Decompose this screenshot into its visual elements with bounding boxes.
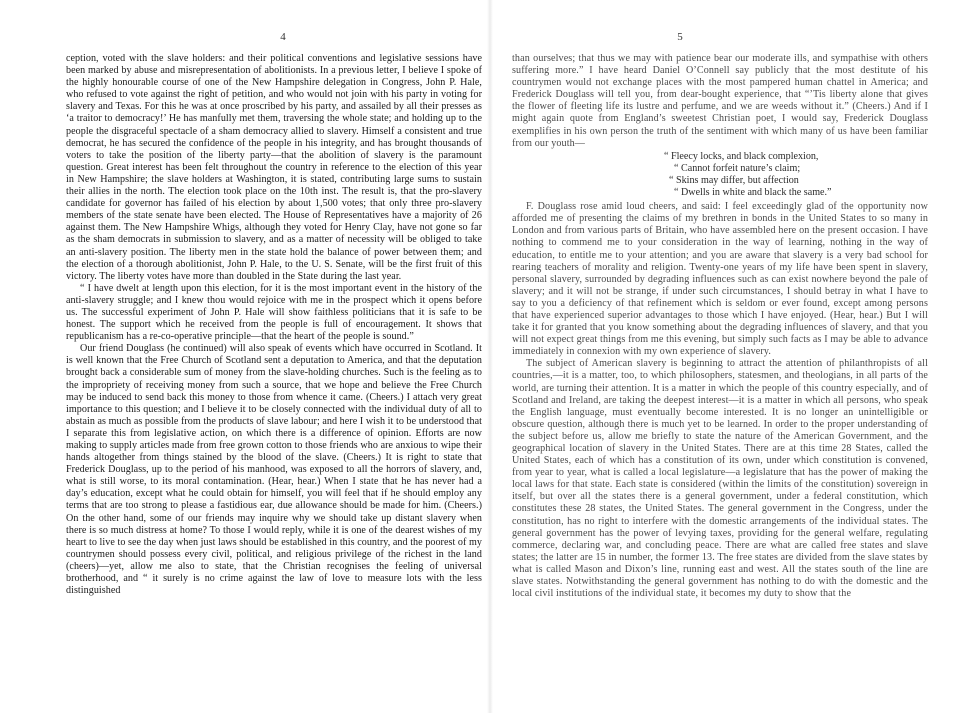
verse-quotation bbox=[512, 151, 928, 199]
paragraph: “ I have dwelt at length upon this election, for it is the most important event in the history of the anti-slavery struggle; and I knew thou would rejoice with me in the prospect which it opens before us. The successful experiment of John P. Hale will show faithless politicians that it is safe to be honest. The support which he received from the people is full of encouragement. It shows that republicanism has a re-co-operative principle—that the heart of the people is sound.” bbox=[66, 282, 482, 343]
right-page bbox=[490, 0, 980, 713]
paragraph: than ourselves; that thus we may with patience bear our moderate ills, and sympathise with others suffering more.” I have heard Daniel O’Connell say publicly that the most destitute of his countrymen would not exchange places with the most pampered human chattel in America; and Frederick Douglass will tell you, from dear-bought experience, that “’Tis liberty alone that gives the flower of fleeting life its lustre and perfume, and we are weeds without it.” (Cheers.) And if I might again quote from England’s sweetest Christian poet, I would say, Frederick Douglass exemplifies in his own person the truth of the sentiment with which many of us have been familiar from our youth— bbox=[512, 53, 928, 149]
verse-line: “ Dwells in white and black the same.” bbox=[674, 187, 832, 199]
paragraph: Our friend Douglass (he continued) will also speak of events which have occurred in Scotland. It is well known that the Free Church of Scotland sent a deputation to America, and that the deputation brought back a considerable sum of money from the slave-holding churches. Such is the feeling as to the impropriety of receiving money from such a source, that we hope and believe the Free Church may be induced to send back this money to those from whence it came. (Cheers.) I attach very great importance to this question; and I believe it to be closely connected with the individual duty of all to abstain as much as possible from the products of slave labour; and here I wish it to be understood that I separate this from legislative action, on which there is a difference of opinion. Efforts are now making to supply articles made from free grown cotton to those friends who are anxious to wipe their hands altogether from things stained by the blood of the slave. (Cheers.) It is right to state that Frederick Douglass, up to the period of his manhood, was exposed to all the horrors of slavery, and, what is still worse, to its moral contamination. (Hear, hear.) When I state that he has never had a day’s education, except what he could obtain for himself, you will feel that if he should employ any terms that are too strong to please a fastidious ear, due allowance should be made for him. (Cheers.) On the other hand, some of our friends may inquire why we should take up distant slavery when there is so much distress at home? To those I would reply, while it is one of the dearest wishes of my heart to live to see the day when just laws should be established in this country, and the poorest of my countrymen should possess every civil, political, and religious privilege of the richest in the land (cheers)—yet, allow me also to state, that the Christian recognises the feeling of universal brotherhood, and “ it surely is no crime against the law of love to measure lots with the less distinguished bbox=[66, 343, 482, 597]
verse-line: “ Cannot forfeit nature’s claim; bbox=[674, 162, 801, 174]
paragraph: The subject of American slavery is beginning to attract the attention of philanthropists of all countries,—it is a matter, too, to which philosophers, statesmen, and theologians, in all parts of the world, are turning their attention. It is a matter in which the people of this country especially, and of Scotland and Ireland, are taking the deepest interest—it is a matter in which all persons, who speak the English language, must eventually become interested. It is no longer an unintelligible or obscure question, although there is much yet to be learned. In order to the proper understanding of the subject before us, allow me briefly to state the nature of the American Government, and the geographical location of slavery in the United States. There are at this time 28 States, called the United States, each of which has a constitution of its own, under which constitution is convened, from year to year, what is called a local legislature—a legislature that has the power of making the local laws for that state. Each state is considered (within the limits of the constitution) sovereign in itself, but over all the states there is a general government, under a federal constitution, which constitutes these 28 states, the United States. The general government in the Congress, under the constitution, has no right to interfere with the domestic arrangements of the individual states. The general government has the power of levying taxes, providing for the general welfare, regulating commerce, declaring war, and concluding peace. There are what are called free states and slave states; the latter are 15 in number, the former 13. The free states are divided from the slave states by what is called Mason and Dixon’s line, running east and west. All the states south of the line are slave states. Notwithstanding the general government has nothing to do with the domestic and the local civil institutions of the individual state, it becomes my duty to show that the bbox=[512, 358, 928, 600]
paragraph: F. Douglass rose amid loud cheers, and said: I feel exceedingly glad of the opportunity now afforded me of presenting the claims of my brethren in bonds in the United States to so many in London and from various parts of Britain, who have assembled here on the present occasion. I have nothing to commend me to your consideration in the way of learning, nothing in the way of education, to entitle me to your attention; and you are aware that slavery is a very bad school for rearing teachers of morality and religion. Twenty-one years of my life have been spent in slavery, personal slavery, surrounded by degrading influences such as can exist nowhere beyond the pale of slavery; and it will not be strange, if under such circumstances, I should betray in what I have to say to you a deficiency of that refinement which is seldom or ever found, except among persons that have experienced superior advantages to those which I have enjoyed. (Hear, hear.) But I will take it for granted that you know something about the degrading influences of slavery, and that you will not expect great things from me this evening, but simply such facts as I may be able to advance immediately in connexion with my own experience of slavery. bbox=[512, 201, 928, 358]
verse-line: “ Skins may differ, but affection bbox=[669, 174, 799, 186]
page-number: 4 bbox=[280, 31, 286, 43]
paragraph: ception, voted with the slave holders: and their political conventions and legislative sessions have been marked by abuse and misrepresentation of abolitionists. In a previous letter, I believe I spoke of the highly honourable course of one of the New Hampshire delegation in Congress, John P. Hale, who refused to vote against the right of petition, and who would not join with his party in voting for slavery and Texas. For this he was at once proscribed by his party, and assailed by all their presses as ‘a traitor to democracy!’ He has manfully met them, traversing the whole state; and holding up to the people the disgraceful spectacle of a sham democracy allied to slavery. Himself a consistent and true democrat, he has secured the confidence of the people in his integrity, and has brought thousands of voters to take the position of the liberty party—that the abolition of slavery is the paramount question. Great interest has been felt throughout the country in reference to the election of this year in New Hampshire; the slave holders at Washington, it is stated, contributing large sums to sustain their allies in the north. The election took place on the 10th inst. The result is, that the pro-slavery candidate for governor has failed of his election by about 1,500 votes; that only three pro-slavery members of the state senate have been elected. The House of Representatives have a majority of 26 against them. The New Hampshire Whigs, although they voted for Henry Clay, have not gone so far as the sham democrats in submission to slavery, and as a matter of necessity will be obliged to take an anti-slavery position. The liberty men in the state hold the balance of power between them; and the election of a thorough abolitionist, John P. Hale, to the U. S. Senate, will be the first fruit of this victory. The liberty votes have more than doubled in the State during the last year. bbox=[66, 53, 482, 282]
page-number: 5 bbox=[677, 31, 683, 43]
verse-line: “ Fleecy locks, and black complexion, bbox=[664, 150, 819, 162]
